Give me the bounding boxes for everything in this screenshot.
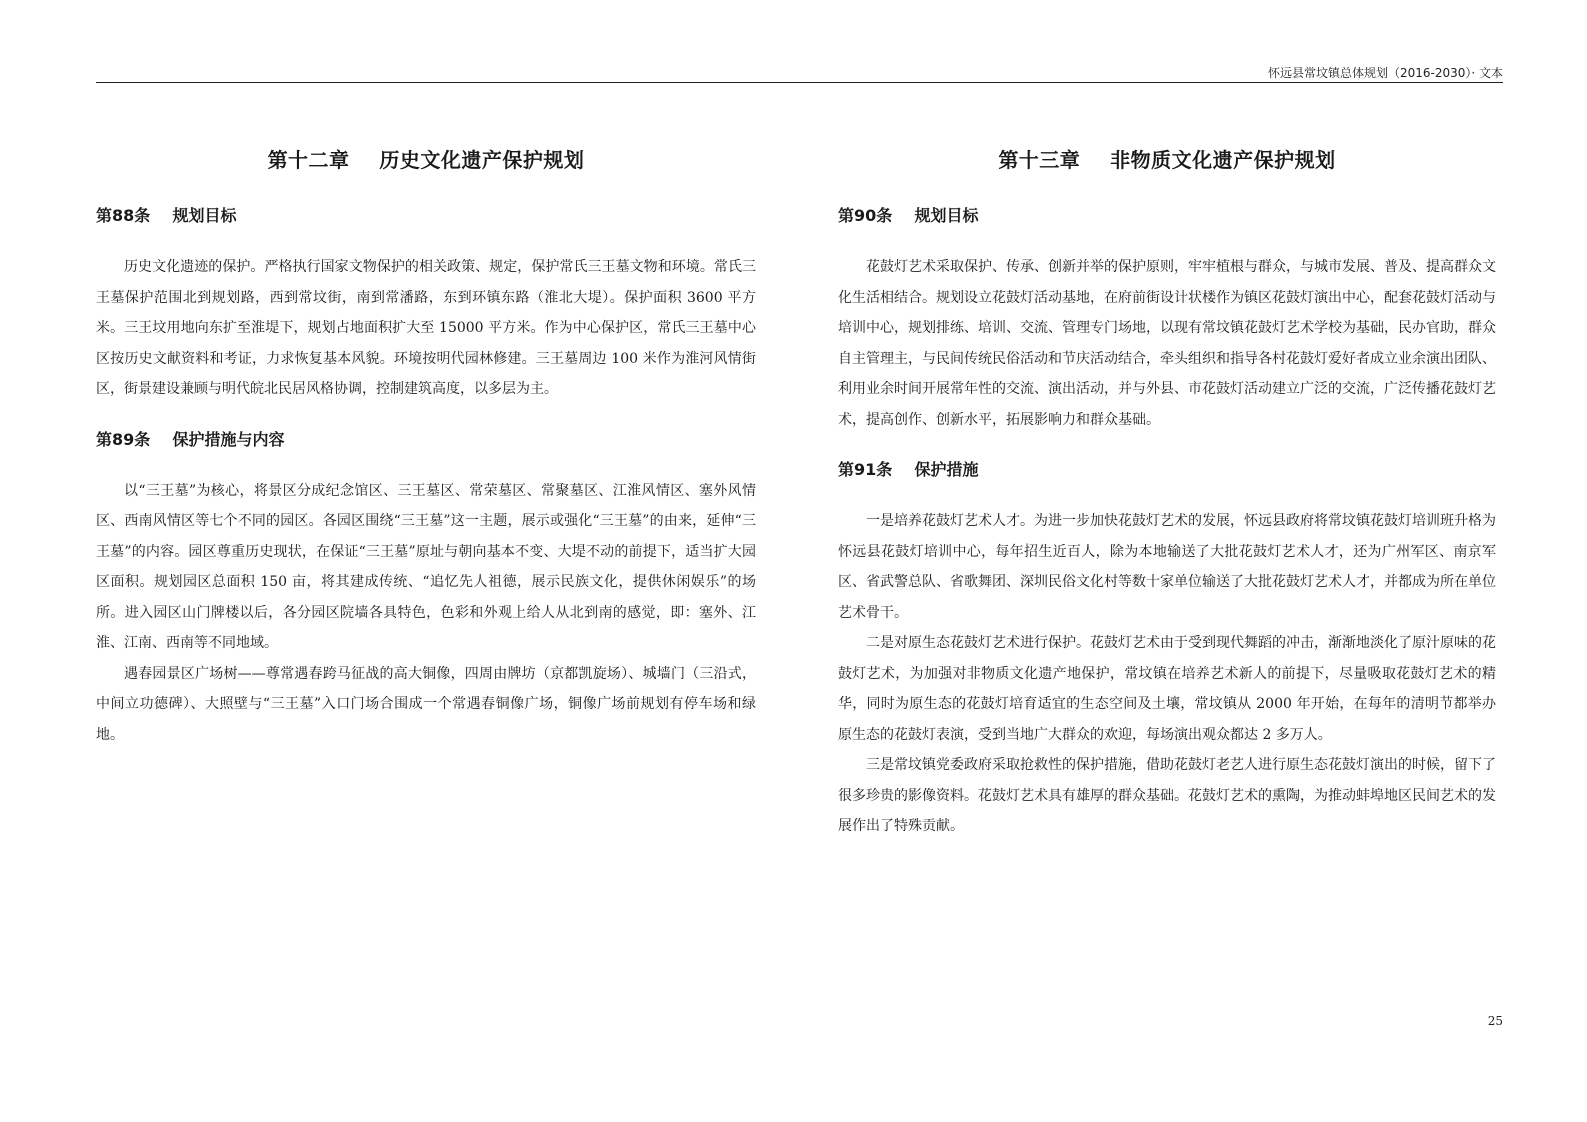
paragraph: 一是培养花鼓灯艺术人才。为进一步加快花鼓灯艺术的发展，怀远县政府将常坟镇花鼓灯培训班升格为怀远县花鼓灯培训中心，每年招生近百人，除为本地输送了大批花鼓灯艺术人才，还为广州军区、南京军区、省武警总队、省歌舞团、深圳民俗文化村等数十家单位输送了大批花鼓灯艺术人才，并都成为所在单位艺术骨干。 (838, 513, 1496, 621)
paragraph: 二是对原生态花鼓灯艺术进行保护。花鼓灯艺术由于受到现代舞蹈的冲击，渐渐地淡化了原汁原味的花鼓灯艺术，为加强对非物质文化遗产地保护，常坟镇在培养艺术新人的前提下，尽量吸取花鼓灯艺术的精华，同时为原生态的花鼓灯培育适宜的生态空间及土壤，常坟镇从 2000 年开始，在每年的清明节都举办原生态的花鼓灯表演，受到当地广大群众的欢迎，每场演出观众都达 2 多万人。 (838, 635, 1496, 743)
chapter-title: 第十三章 非物质文化遗产保护规划 (998, 148, 1336, 172)
article-88 (96, 203, 756, 405)
article-91 (838, 457, 1496, 842)
paragraph: 三是常坟镇党委政府采取抢救性的保护措施，借助花鼓灯老艺人进行原生态花鼓灯演出的时候，留下了很多珍贵的影像资料。花鼓灯艺术具有雄厚的群众基础。花鼓灯艺术的熏陶，为推动蚌埠地区民间艺术的发展作出了特殊贡献。 (838, 757, 1496, 834)
article-heading: 第91条 保护措施 (838, 460, 979, 479)
article-heading: 第88条 规划目标 (96, 206, 237, 225)
article-89 (96, 427, 756, 751)
page-number: 25 (1487, 1014, 1503, 1028)
left-column (96, 120, 756, 750)
section-gap (838, 435, 1496, 457)
paragraph: 花鼓灯艺术采取保护、传承、创新并举的保护原则，牢牢植根与群众，与城市发展、普及、提高群众文化生活相结合。规划设立花鼓灯活动基地，在府前街设计状楼作为镇区花鼓灯演出中心，配套花鼓灯活动与培训中心，规划排练、培训、交流、管理专门场地，以现有常坟镇花鼓灯艺术学校为基础，民办官助，群众自主管理主，与民间传统民俗活动和节庆活动结合，牵头组织和指导各村花鼓灯爱好者成立业余演出团队、利用业余时间开展常年性的交流、演出活动，并与外县、市花鼓灯活动建立广泛的交流，广泛传播花鼓灯艺术，提高创作、创新水平，拓展影响力和群众基础。 (838, 259, 1496, 428)
paragraph: 历史文化遗迹的保护。严格执行国家文物保护的相关政策、规定，保护常氏三王墓文物和环境。常氏三王墓保护范围北到规划路，西到常坟街，南到常潘路，东到环镇东路（淮北大堤）。保护面积 3600 平方米。三王坟用地向东扩至淮堤下，规划占地面积扩大至 15000 平方米。作为中心保护区，常氏三王墓中心区按历史文献资料和考证，力求恢复基本风貌。环境按明代园林修建。三王墓周边 100 米作为淮河风情街区，街景建设兼顾与明代皖北民居风格协调，控制建筑高度，以多层为主。 (96, 259, 756, 397)
header-rule (96, 82, 1503, 83)
article-90 (838, 203, 1496, 435)
article-heading: 第90条 规划目标 (838, 206, 979, 225)
paragraph: 遇春园景区广场树——尊常遇春跨马征战的高大铜像，四周由牌坊（京都凯旋场）、城墙门（三沿式，中间立功德碑）、大照壁与“三王墓”入口门场合围成一个常遇春铜像广场，铜像广场前规划有停车场和绿地。 (96, 665, 756, 743)
chapter-title: 第十二章 历史文化遗产保护规划 (267, 148, 585, 172)
section-gap (96, 405, 756, 427)
right-column (838, 120, 1496, 842)
document-title: 怀远县常坟镇总体规划（2016-2030）· 文本 (1267, 66, 1503, 80)
paragraph: 以“三王墓”为核心，将景区分成纪念馆区、三王墓区、常荣墓区、常聚墓区、江淮风情区、塞外风情区、西南风情区等七个不同的园区。各园区围绕“三王墓”这一主题，展示或强化“三王墓”的由来，延伸“三王墓”的内容。园区尊重历史现状，在保证“三王墓”原址与朝向基本不变、大堤不动的前提下，适当扩大园区面积。规划园区总面积 150 亩，将其建成传统、“追忆先人祖德，展示民族文化，提供休闲娱乐”的场所。进入园区山门牌楼以后，各分园区院墙各具特色，色彩和外观上给人从北到南的感觉，即：塞外、江淮、江南、西南等不同地域。 (96, 482, 756, 651)
article-heading: 第89条 保护措施与内容 (96, 429, 285, 449)
